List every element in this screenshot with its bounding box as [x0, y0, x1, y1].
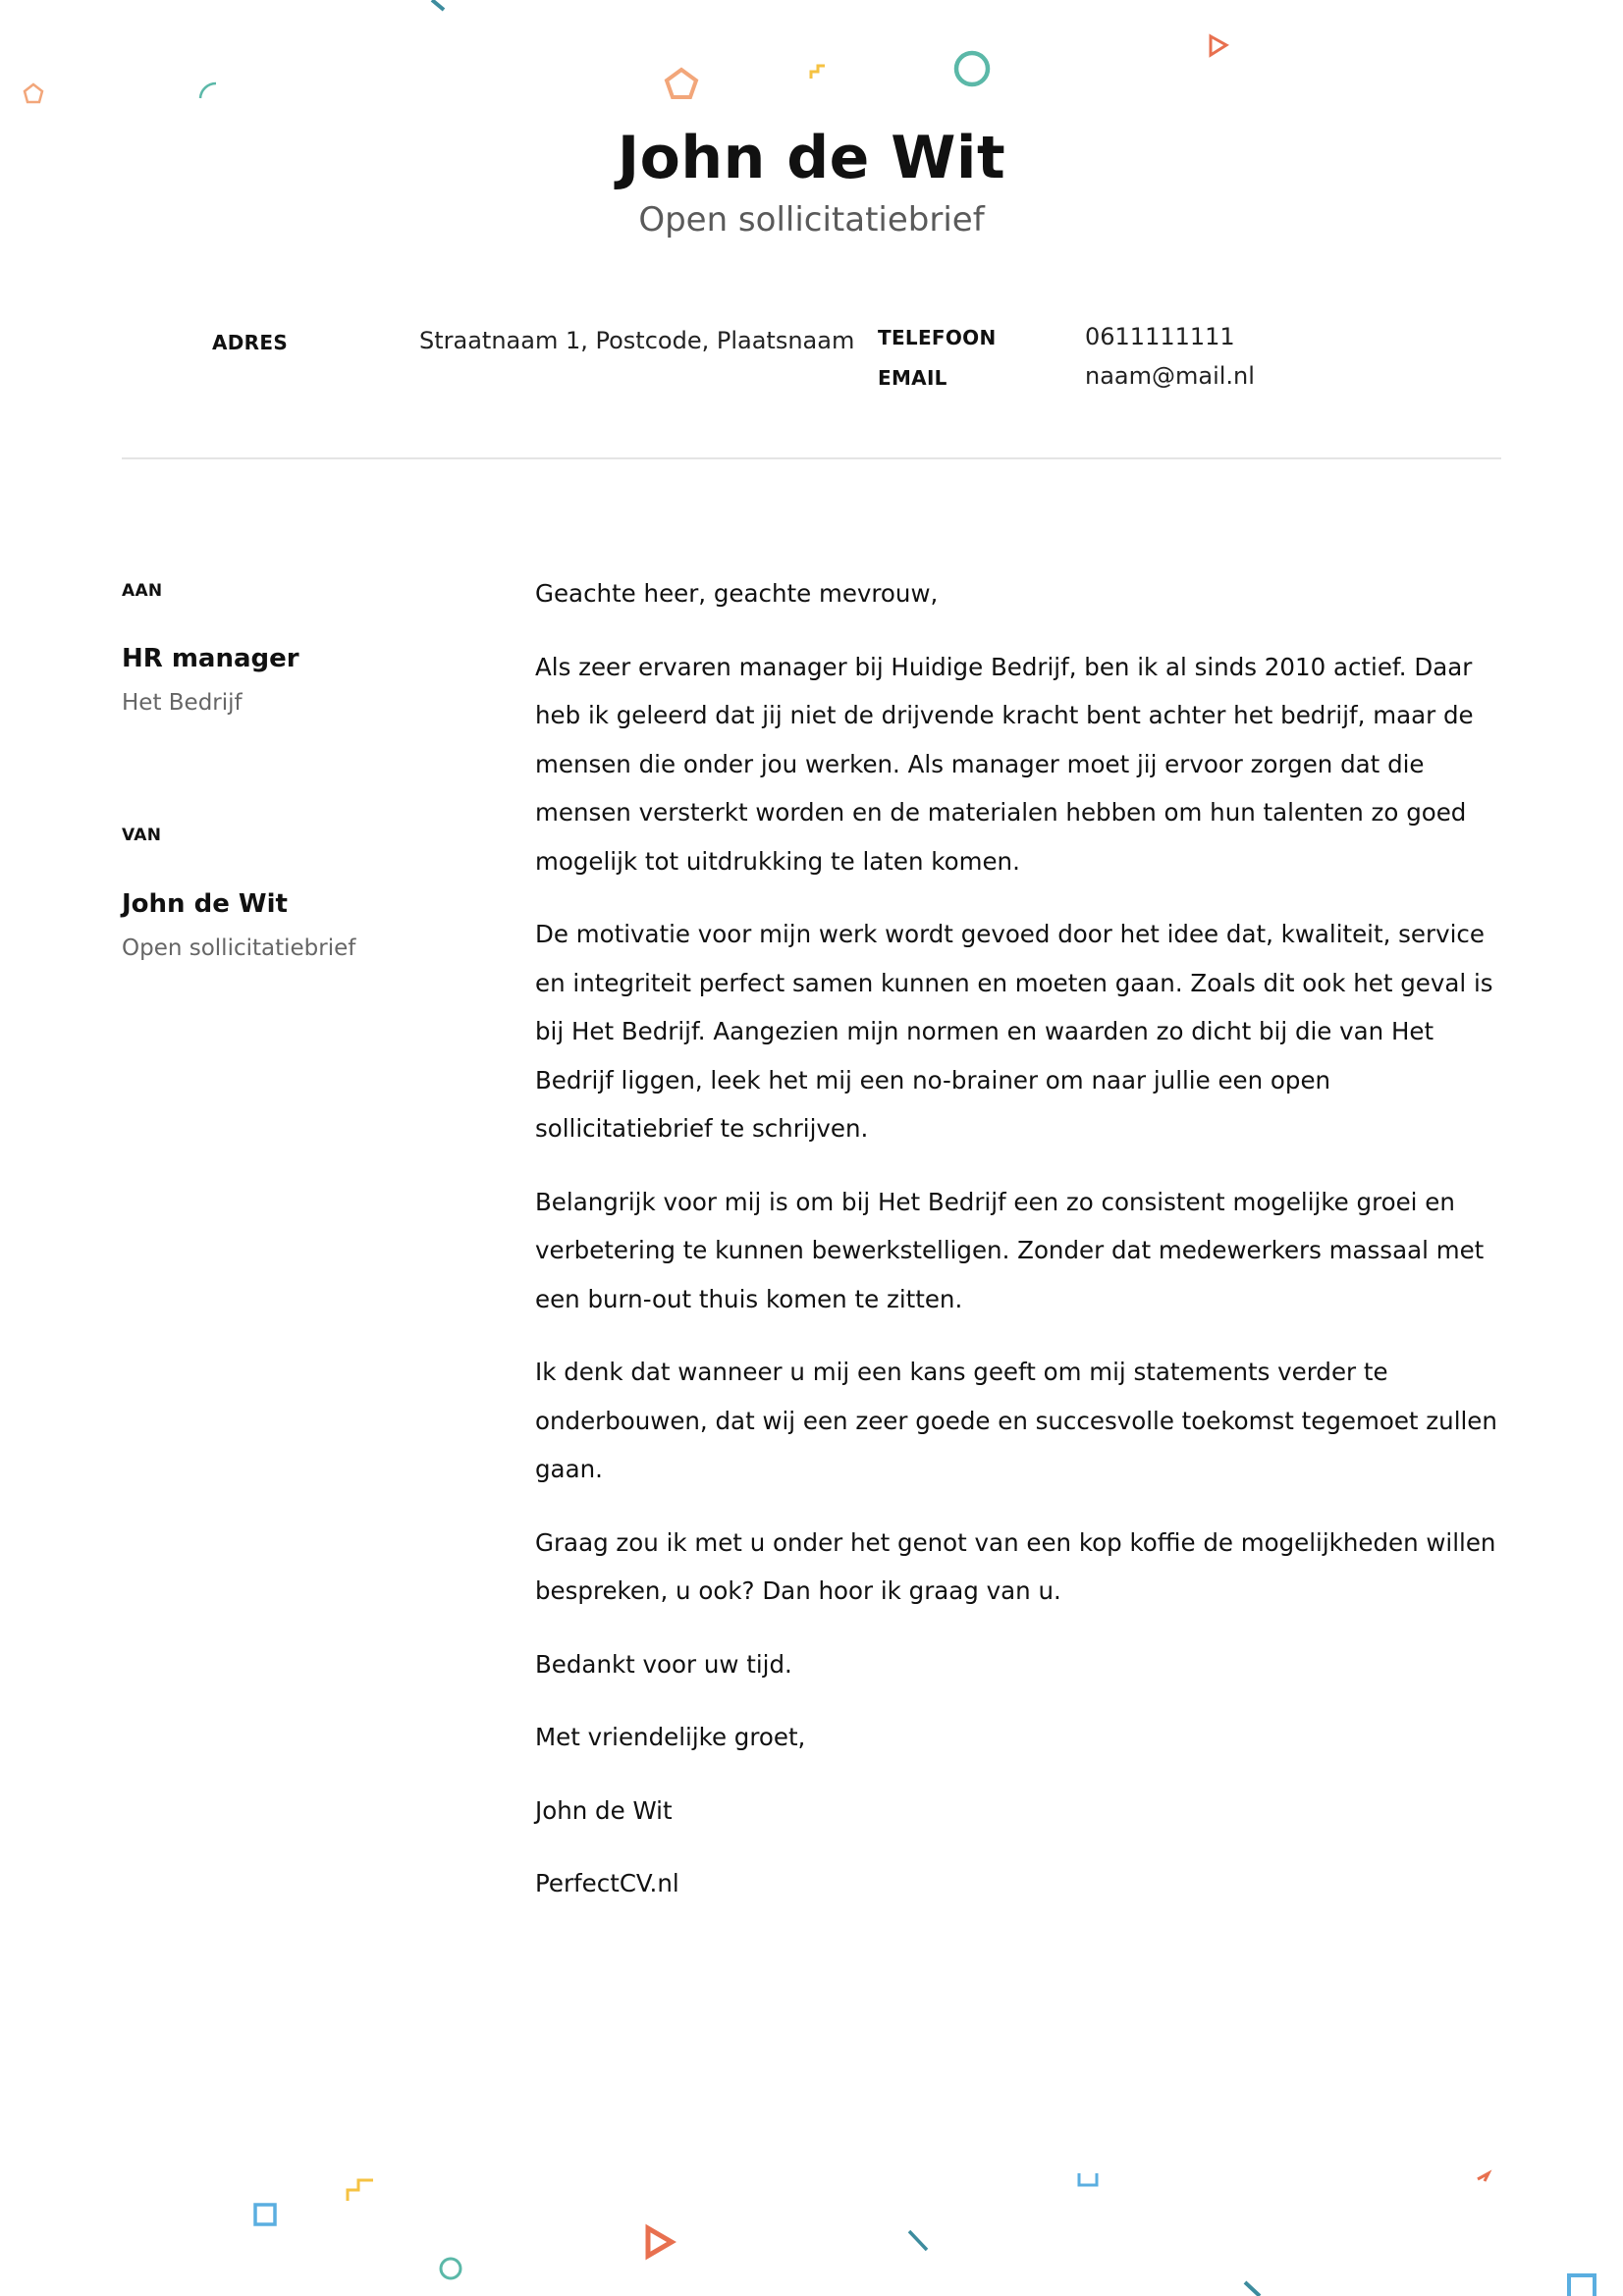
header-divider: [122, 457, 1501, 459]
square-open-icon: [1079, 2173, 1097, 2185]
sender-subtitle: Open sollicitatiebrief: [122, 935, 356, 961]
circle-icon: [956, 53, 988, 84]
square-icon: [255, 2205, 275, 2224]
triangle-icon: [1211, 36, 1226, 55]
pentagon-icon: [25, 84, 42, 102]
arrow-fragment-icon: [1478, 2173, 1488, 2181]
letter-greeting: Geachte heer, geachte mevrouw,: [535, 579, 939, 608]
address-label: ADRES: [212, 331, 289, 354]
decorative-shapes-bottom: [0, 2160, 1623, 2296]
slash-icon: [1245, 2282, 1260, 2296]
letter-paragraph: Als zeer ervaren manager bij Huidige Bedrijf, ben ik al sinds 2010 actief. Daar heb ik geleerd dat jij niet de drijvende kracht bent achter het bedrijf, maar de mensen die onder jou werken. Als manager moet jij ervoor zorgen dat die mensen versterkt worden en de materialen hebben om hun talenten zo goed mogelijk tot uitdrukking te laten komen.: [535, 652, 1474, 876]
arc-icon: [200, 83, 216, 98]
letter-closing: Met vriendelijke groet,: [535, 1723, 806, 1751]
recipient-name: HR manager: [122, 644, 299, 673]
phone-label: TELEFOON: [878, 326, 997, 349]
sender-name: John de Wit: [122, 889, 288, 919]
applicant-name: John de Wit: [617, 124, 1006, 192]
letter-paragraph: Belangrijk voor mij is om bij Het Bedrijf een zo consistent mogelijke groei en verbetering te kunnen bewerkstelligen. Zonder dat medewerkers massaal met een burn-out thuis komen te zitten.: [535, 1187, 1485, 1313]
slash-icon: [909, 2231, 927, 2250]
triangle-icon: [648, 2228, 672, 2256]
document-subtitle: Open sollicitatiebrief: [638, 200, 985, 240]
circle-icon: [441, 2259, 460, 2278]
address-value: Straatnaam 1, Postcode, Plaatsnaam: [419, 327, 855, 354]
pentagon-icon: [667, 70, 696, 97]
recipient-label: AAN: [122, 581, 163, 601]
letter-paragraph: Ik denk dat wanneer u mij een kans geeft om mij statements verder te onderbouwen, dat wij een zeer goede en succesvolle toekomst tegemoet zullen gaan.: [535, 1358, 1497, 1483]
phone-value: 0611111111: [1085, 323, 1235, 350]
letter-paragraph: Graag zou ik met u onder het genot van een kop koffie de mogelijkheden willen bespreken, u ook? Dan hoor ik graag van u.: [535, 1527, 1496, 1605]
email-value: naam@mail.nl: [1085, 362, 1255, 390]
square-icon: [1569, 2275, 1595, 2296]
letter-website: PerfectCV.nl: [535, 1869, 679, 1897]
stairs-icon: [811, 66, 825, 79]
email-label: EMAIL: [878, 366, 947, 390]
recipient-company: Het Bedrijf: [122, 690, 243, 716]
decorative-shapes-top: [0, 0, 1623, 118]
letter-signature: John de Wit: [535, 1795, 673, 1825]
letter-paragraph: De motivatie voor mijn werk wordt gevoed door het idee dat, kwaliteit, service en integriteit perfect samen kunnen en moeten gaan. Zoals dit ook het geval is bij Het Bedrijf. Aangezien mijn normen en waarden zo dicht bij die van Het Bedrijf liggen, leek het mij een no-brainer om naar jullie een open sollicitatiebrief te schrijven.: [535, 920, 1493, 1143]
letter-thanks: Bedankt voor uw tijd.: [535, 1649, 792, 1679]
slash-icon: [432, 0, 444, 10]
letter-body: [535, 569, 1507, 1933]
sender-label: VAN: [122, 826, 162, 845]
page-header: [0, 120, 1623, 243]
stairs-icon: [348, 2180, 373, 2201]
